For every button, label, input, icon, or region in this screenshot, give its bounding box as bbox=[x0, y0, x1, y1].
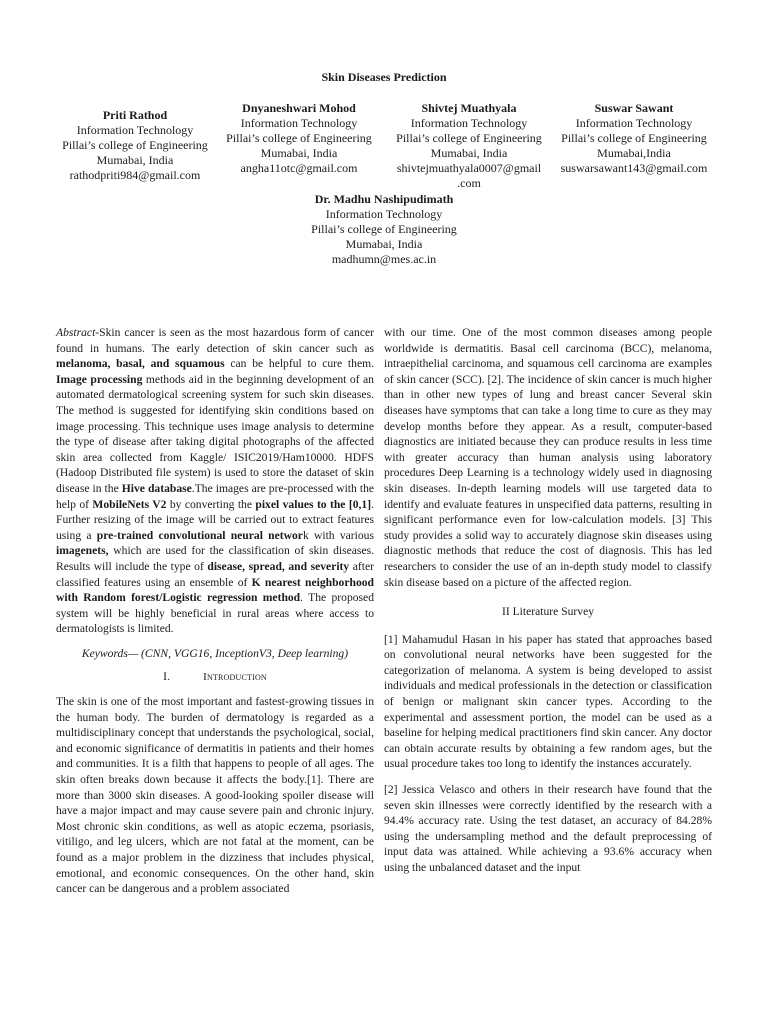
author-college: Pillai’s college of Engineering bbox=[311, 222, 457, 236]
author-college: Pillai’s college of Engineering bbox=[561, 131, 707, 145]
section-title: Introduction bbox=[203, 671, 267, 684]
abstract-paragraph bbox=[56, 325, 374, 637]
abstract-emphasis: Image processing bbox=[56, 372, 143, 386]
author-dept: Information Technology bbox=[410, 116, 528, 130]
author-city: Mumabai, India bbox=[345, 237, 423, 251]
abstract-emphasis: MobileNets V2 bbox=[92, 497, 167, 511]
author-block-2 bbox=[214, 101, 384, 176]
abstract-emphasis: Hive database bbox=[121, 481, 192, 495]
author-dept: Information Technology bbox=[575, 116, 693, 130]
abstract-text: . Further resizing of the image will be carried out to extract features using a bbox=[56, 497, 374, 542]
author-email: shivtejmuathyala0007@gmail bbox=[396, 161, 542, 175]
author-dept: Information Technology bbox=[325, 207, 443, 221]
abstract-emphasis: pre-trained convolutional neural networ bbox=[96, 528, 303, 542]
author-email: suswarsawant143@gmail.com bbox=[560, 161, 708, 175]
author-block-1 bbox=[56, 108, 214, 183]
introduction-continued-paragraph: with our time. One of the most common diseases among people worldwide is dermatitis. Basal cell carcinoma (BCC), melanoma, intraepithelial carcinoma, and squamous cell carcinoma are examples of skin cancer (SCC). [2]. The incidence of skin cancer is much higher than in other new types of lung and breast cancer Several skin diseases have symptoms that can take a long time to cure as they may develop months before they appear. As a result, computer-based diagnostics are initiated because they can produce results in less time with greater accuracy than human analysis using laboratory procedures Deep Learning is a technology widely used in diagnosing skin diseases. In-depth learning models will use targeted data to identify and evaluate features in unspecified data patterns, resulting in significant performance even for low-calculation models. [3] This study provides a solid way to accurately diagnose skin diseases using diagnostic methods that reduce the cost of diagnosis. This has led researchers to consider the use of an in-depth study model to classify skin disease based on a picture of the affected region. bbox=[384, 326, 712, 589]
author-email: madhumn@mes.ac.in bbox=[331, 252, 437, 266]
abstract-emphasis: melanoma, basal, and squamous bbox=[56, 357, 225, 371]
section-heading-literature-survey: II Literature Survey bbox=[501, 605, 595, 619]
paper-title: Skin Diseases Prediction bbox=[321, 70, 447, 84]
abstract-text: after classified features using an ensemble of bbox=[56, 559, 374, 589]
introduction-paragraph: The skin is one of the most important and fastest-growing tissues in the human body. The burden of dermatology is regarded as a multidisciplinary concept that understands the psychological, social, and economic significance of dermatitis in patients and their homes and communities. It is a filth that happens to people of all ages. The skin often breaks down because it affects the body.[1]. There are more than 3000 skin diseases. A good-looking spoiler disease will have a major impact and may cause severe pain and chronic injury. Most chronic skin conditions, as well as atopic eczema, psoriasis, vitiligo, and leg ulcers, which are not fatal at the moment, can be found as a major problem in the dizziness that includes physical, emotional, and economic consequences. On the other hand, skin cancer can be dangerous and a problem associated bbox=[56, 695, 374, 896]
author-city: Mumabai, India bbox=[260, 146, 338, 160]
author-city: Mumabai, India bbox=[430, 146, 508, 160]
literature-ref-1: [1] Mahamudul Hasan in his paper has stated that approaches based on convolutional neural networks have been suggested for the categorization of melanoma. A system is being developed to assist individuals and medical professionals in the detection or classification of benign or malignant skin cancer types. According to the experimental and assessment portion, the model can be used as a baseline for helping medical practitioners find skin cancer. Any doctor can obtain accurate results by obtaining a few random ages, but the usual procedure takes too long to identify the instances accurately. bbox=[384, 632, 712, 771]
abstract-text: k with various bbox=[302, 528, 374, 542]
literature-ref-2: [2] Jessica Velasco and others in their research have found that the seven skin illnesses were correctly identified by the research with a 94.4% accuracy rate. Using the test dataset, an accuracy of 84.28% using the undersampling method and the default preprocessing of input data was attained. While achieving a 93.6% accuracy when using the unbalanced dataset and the input bbox=[384, 783, 712, 874]
author-city: Mumabai,India bbox=[597, 146, 671, 160]
author-college: Pillai’s college of Engineering bbox=[62, 138, 208, 152]
keywords-line: Keywords— (CNN, VGG16, InceptionV3, Deep learning) bbox=[81, 646, 349, 660]
author-name: Dnyaneshwari Mohod bbox=[242, 101, 356, 115]
author-email: rathodpriti984@gmail.com bbox=[69, 168, 201, 182]
abstract-emphasis: disease, spread, and severity bbox=[207, 559, 350, 573]
left-column bbox=[56, 325, 374, 897]
author-block-3 bbox=[384, 101, 554, 191]
section-heading-introduction bbox=[56, 669, 374, 686]
author-email-continued: .com bbox=[457, 176, 481, 190]
abstract-text: methods aid in the beginning development of an automated dermatological screening system for such skin diseases. The method is suggested for identifying skin conditions based on image processing. This technique uses image analysis to determine the type of disease after taking digital photographs of the affected skin area collected from Kaggle/ ISIC2019/Ham10000. HDFS (Hadoop Distributed file system) is used to store the dataset of skin disease in the bbox=[56, 372, 374, 495]
author-city: Mumabai, India bbox=[96, 153, 174, 167]
abstract-text: which are used for the classification of skin diseases. Results will include the type of bbox=[56, 544, 374, 573]
abstract-text: by converting the bbox=[166, 497, 256, 511]
author-college: Pillai’s college of Engineering bbox=[226, 131, 372, 145]
author-college: Pillai’s college of Engineering bbox=[396, 131, 542, 145]
abstract-emphasis: K nearest neighborhood with Random forest/Logistic regression method bbox=[56, 575, 374, 605]
abstract-emphasis: imagenets, bbox=[56, 544, 109, 558]
abstract-text: -Skin cancer is seen as the most hazardous form of cancer found in humans. The early detection of skin cancer such as bbox=[56, 326, 374, 355]
abstract-text: .The images are pre-processed with the help of bbox=[56, 481, 375, 511]
author-dept: Information Technology bbox=[76, 123, 194, 137]
author-block-4 bbox=[552, 101, 716, 176]
paragraph-gap bbox=[384, 772, 712, 782]
abstract-emphasis: pixel values to the [0,1] bbox=[255, 497, 372, 511]
abstract-label: Abstract bbox=[56, 326, 96, 339]
author-dept: Information Technology bbox=[240, 116, 358, 130]
abstract-text: can be helpful to cure them. bbox=[224, 357, 375, 371]
author-name: Suswar Sawant bbox=[594, 101, 674, 115]
author-name: Dr. Madhu Nashipudimath bbox=[314, 192, 454, 206]
abstract-text: . The proposed system will be highly beneficial in rural areas where access to dermatologists is limited. bbox=[56, 591, 374, 636]
section-number: I. bbox=[163, 670, 171, 684]
author-email: angha11otc@gmail.com bbox=[240, 161, 358, 175]
author-name: Priti Rathod bbox=[102, 108, 168, 122]
author-name: Shivtej Muathyala bbox=[421, 101, 517, 115]
right-column bbox=[384, 325, 712, 876]
author-block-5 bbox=[284, 192, 484, 267]
